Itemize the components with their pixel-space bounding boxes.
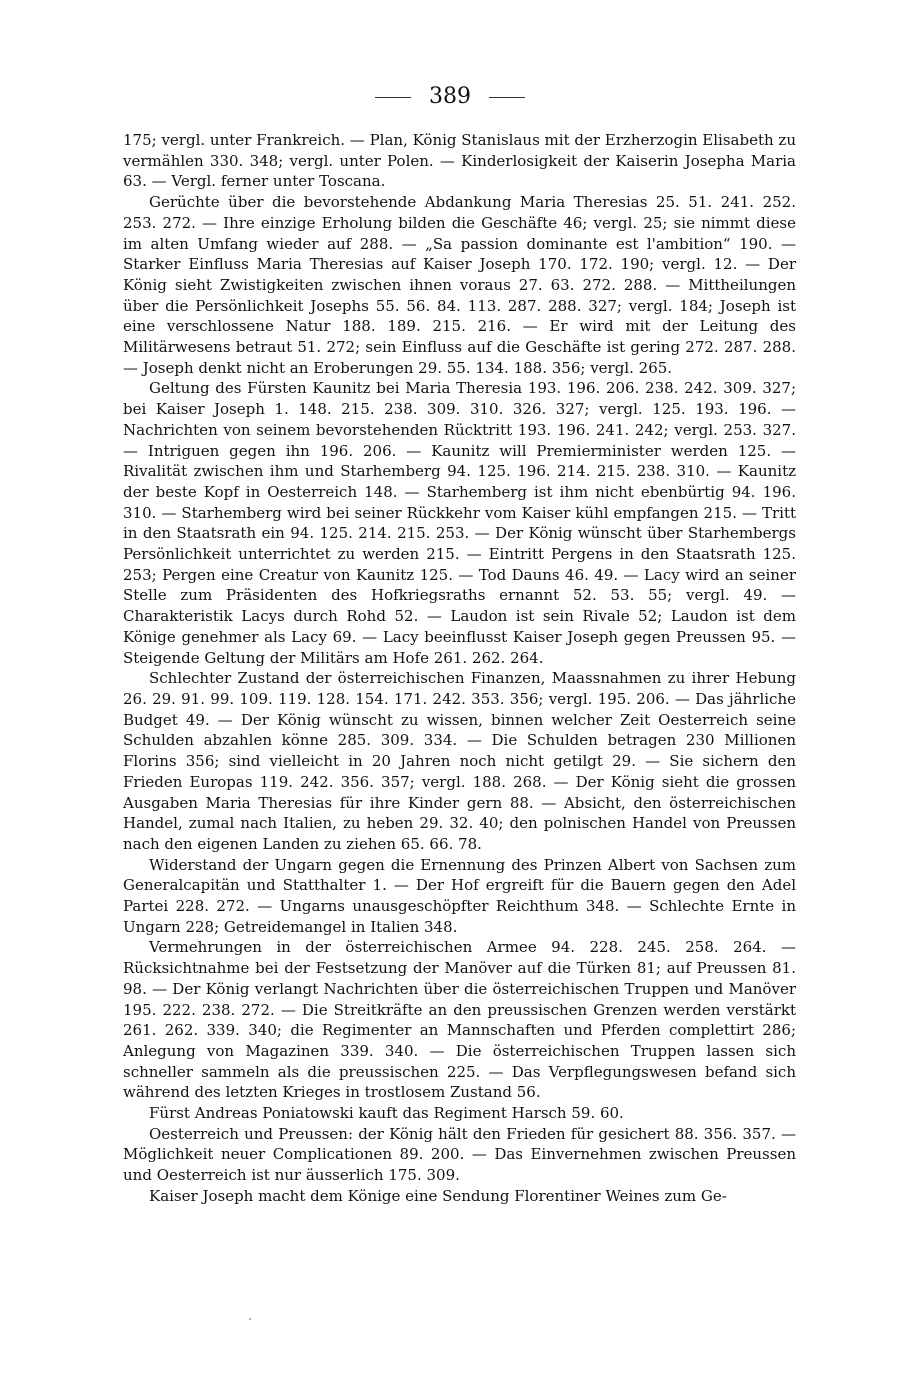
page-header	[0, 84, 900, 110]
paragraph-4: Schlechter Zustand der österreichischen Finanzen, Maassnahmen zu ihrer Hebung 26. 29. 91. 99. 109. 119. 128. 154. 171. 242. 353. 356; vergl. 195. 206. — Das jährliche Budget 49. — Der König wünscht zu wissen, binnen welcher Zeit Oesterreich seine Schulden abzahlen könne 285. 309. 334. — Die Schulden betragen 230 Millionen Florins 356; sind vielleicht in 20 Jahren noch nicht getilgt 29. — Sie sichern den Frieden Europas 119. 242. 356. 357; vergl. 188. 268. — Der König sieht die grossen Ausgaben Maria Theresias für ihre Kinder gern 88. — Absicht, den österreichischen Handel, zumal nach Italien, zu heben 29. 32. 40; den polnischen Handel von Preussen nach den eigenen Landen zu ziehen 65. 66. 78.	[123, 669, 796, 853]
paragraph-7: Fürst Andreas Poniatowski kauft das Regiment Harsch 59. 60.	[149, 1104, 624, 1123]
page-number: 389	[429, 84, 471, 109]
paragraph-2: Gerüchte über die bevorstehende Abdankung Maria Theresias 25. 51. 241. 252. 253. 272. — Ihre einzige Erholung bilden die Geschäfte 46; vergl. 25; sie nimmt diese im alten Umfang wieder auf 288. — „Sa passion dominante est l'ambition“ 190. — Starker Einfluss Maria Theresias auf Kaiser Joseph 170. 172. 190; vergl. 12. — Der König sieht Zwistigkeiten zwischen ihnen voraus 27. 63. 272. 288. — Mittheilungen über die Persönlichkeit Josephs 55. 56. 84. 113. 287. 288. 327; vergl. 184; Joseph ist eine verschlossene Natur 188. 189. 215. 216. — Er wird mit der Leitung des Militärwesens betraut 51. 272; sein Einfluss auf die Geschäfte ist gering 272. 287. 288. — Joseph denkt nicht an Eroberungen 29. 55. 134. 188. 356; vergl. 265.	[123, 193, 796, 377]
paragraph-1: 175; vergl. unter Frankreich. — Plan, König Stanislaus mit der Erzherzogin Elisabeth zu vermählen 330. 348; vergl. unter Polen. — Kinderlosigkeit der Kaiserin Josepha Maria 63. — Vergl. ferner unter Toscana.	[123, 131, 796, 191]
header-rule-left	[375, 97, 411, 98]
paragraph-9: Kaiser Joseph macht dem Könige eine Sendung Florentiner Weines zum Ge-	[149, 1186, 727, 1205]
scan-speck	[249, 1318, 251, 1320]
paragraph-6: Vermehrungen in der österreichischen Armee 94. 228. 245. 258. 264. — Rücksichtnahme bei der Festsetzung der Manöver auf die Türken 81; auf Preussen 81. 98. — Der König verlangt Nachrichten über die österreichischen Truppen und Manöver 195. 222. 238. 272. — Die Streitkräfte an den preussischen Grenzen werden verstärkt 261. 262. 339. 340; die Regimenter an Mannschaften und Pferden complettirt 286; Anlegung von Magazinen 339. 340. — Die österreichischen Truppen lassen sich schneller sammeln als die preussischen 225. — Das Verpflegungswesen befand sich während des letzten Krieges in trostlosem Zustand 56.	[123, 938, 796, 1102]
paragraph-8: Oesterreich und Preussen: der König hält den Frieden für gesichert 88. 356. 357. — Möglichkeit neuer Complicationen 89. 200. — Das Einvernehmen zwischen Preussen und Oesterreich ist nur äusserlich 175. 309.	[123, 1124, 796, 1185]
index-text	[123, 130, 796, 1207]
paragraph-3: Geltung des Fürsten Kaunitz bei Maria Theresia 193. 196. 206. 238. 242. 309. 327; bei Kaiser Joseph 1. 148. 215. 238. 309. 310. 326. 327; vergl. 125. 193. 196. — Nachrichten von seinem bevorstehenden Rücktritt 193. 196. 241. 242; vergl. 253. 327. — Intriguen gegen ihn 196. 206. — Kaunitz will Premierminister werden 125. — Rivalität zwischen ihm und Starhemberg 94. 125. 196. 214. 215. 238. 310. — Kaunitz der beste Kopf in Oesterreich 148. — Starhemberg ist ihm nicht ebenbürtig 94. 196. 310. — Starhemberg wird bei seiner Rückkehr vom Kaiser kühl empfangen 215. — Tritt in den Staatsrath ein 94. 125. 214. 215. 253. — Der König wünscht über Starhembergs Persönlichkeit unterrichtet zu werden 215. — Eintritt Pergens in den Staatsrath 125. 253; Pergen eine Creatur von Kaunitz 125. — Tod Dauns 46. 49. — Lacy wird an seiner Stelle zum Präsidenten des Hofkriegsraths ernannt 52. 53. 55; vergl. 49. — Charakteristik Lacys durch Rohd 52. — Laudon ist sein Rivale 52; Laudon ist dem Könige genehmer als Lacy 69. — Lacy beeinflusst Kaiser Joseph gegen Preussen 95. — Steigende Geltung der Militärs am Hofe 261. 262. 264.	[123, 379, 796, 667]
header-rule-right	[489, 97, 525, 98]
paragraph-5: Widerstand der Ungarn gegen die Ernennung des Prinzen Albert von Sachsen zum Generalcapitän und Statthalter 1. — Der Hof ergreift für die Bauern gegen den Adel Partei 228. 272. — Ungarns unausgeschöpfter Reichthum 348. — Schlechte Ernte in Ungarn 228; Getreidemangel in Italien 348.	[123, 855, 796, 936]
